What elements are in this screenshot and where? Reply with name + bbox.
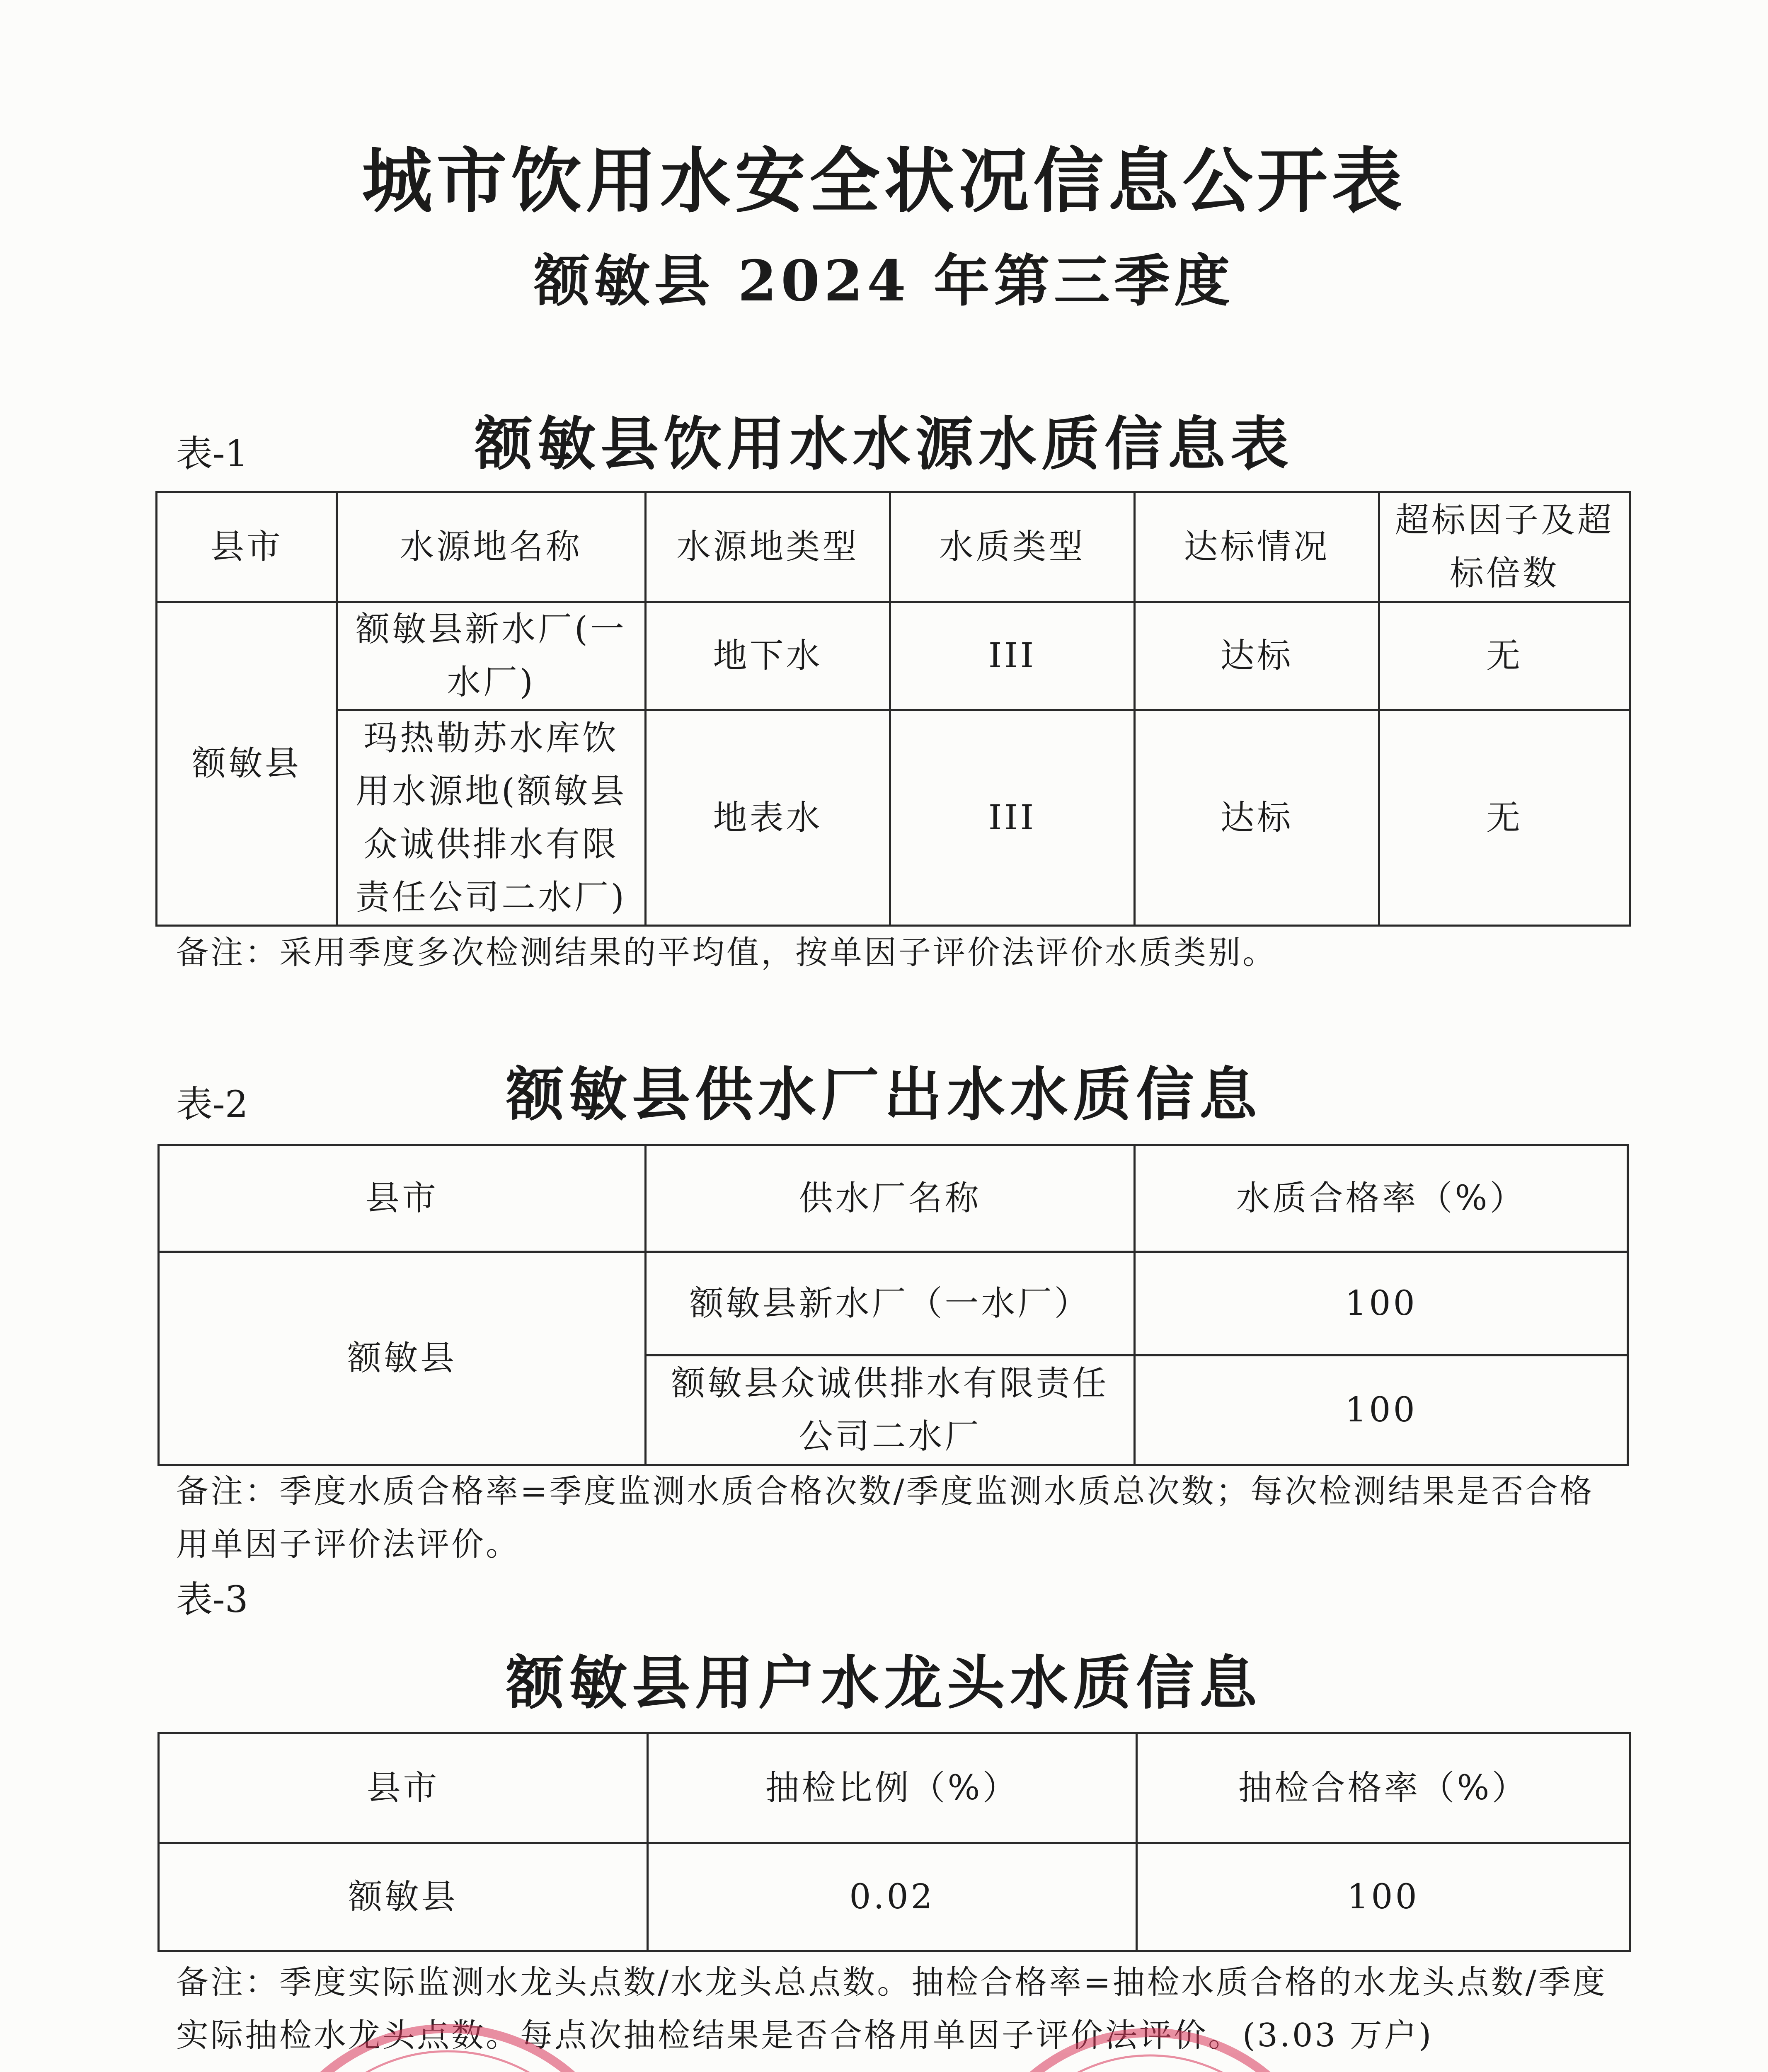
header-cell: 县市 xyxy=(159,1733,648,1843)
exceed-cell: 无 xyxy=(1379,710,1630,926)
table2-note: 备注：季度水质合格率=季度监测水质合格次数/季度监测水质总次数；每次检测结果是否合格用单因子评价法评价。 xyxy=(176,1473,1594,1563)
page-title: 城市饮用水安全状况信息公开表 xyxy=(361,140,1406,223)
header-cell: 超标因子及超标倍数 xyxy=(1379,492,1630,602)
table3-title: 额敏县用户水龙头水质信息 xyxy=(506,1649,1262,1717)
quality-cell: III xyxy=(890,710,1135,926)
table-row xyxy=(159,1843,1630,1951)
rate-cell: 100 xyxy=(1137,1843,1630,1951)
table2-label: 表-2 xyxy=(176,1083,248,1126)
table3 xyxy=(157,1732,1631,1952)
table3-label: 表-3 xyxy=(176,1578,248,1621)
header-cell: 供水厂名称 xyxy=(646,1145,1135,1252)
rate-cell: 100 xyxy=(1135,1252,1628,1356)
header-cell: 水质类型 xyxy=(890,492,1135,602)
rate-cell: 100 xyxy=(1135,1356,1628,1465)
header-cell: 水源地名称 xyxy=(337,492,646,602)
source-name-cell: 玛热勒苏水库饮用水源地(额敏县众诚供排水有限责任公司二水厂) xyxy=(337,710,646,926)
header-cell: 县市 xyxy=(159,1145,646,1252)
plant-name-cell: 额敏县众诚供排水有限责任公司二水厂 xyxy=(646,1356,1135,1465)
table1 xyxy=(155,491,1631,927)
county-cell: 额敏县 xyxy=(159,1252,646,1465)
source-type-cell: 地表水 xyxy=(646,710,890,926)
source-type-cell: 地下水 xyxy=(646,602,890,710)
table-header-row xyxy=(159,1145,1628,1252)
table2 xyxy=(157,1144,1629,1466)
table-header-row xyxy=(157,492,1630,602)
status-cell: 达标 xyxy=(1135,602,1379,710)
source-name-cell: 额敏县新水厂(一水厂) xyxy=(337,602,646,710)
table3-note: 备注：季度实际监测水龙头点数/水龙头总点数。抽检合格率=抽检水质合格的水龙头点数/季度实际抽检水龙头点数。每点次抽检结果是否合格用单因子评价法评价。(3.03 万户) xyxy=(176,1964,1607,2054)
page-subtitle: 额敏县 2024 年第三季度 xyxy=(534,248,1234,314)
company-seal-icon xyxy=(245,2014,651,2072)
table1-label: 表-1 xyxy=(176,432,248,475)
table1-note: 备注：采用季度多次检测结果的平均值，按单因子评价法评价水质类别。 xyxy=(176,934,1277,971)
header-cell: 抽检合格率（%） xyxy=(1137,1733,1630,1843)
ratio-cell: 0.02 xyxy=(648,1843,1137,1951)
header-cell: 水源地类型 xyxy=(646,492,890,602)
status-cell: 达标 xyxy=(1135,710,1379,926)
header-cell: 县市 xyxy=(157,492,337,602)
table1-title: 额敏县饮用水水源水质信息表 xyxy=(474,410,1293,478)
table-row xyxy=(157,710,1630,926)
quality-cell: III xyxy=(890,602,1135,710)
header-cell: 水质合格率（%） xyxy=(1135,1145,1628,1252)
bureau-seal-icon xyxy=(953,2018,1347,2072)
table-header-row xyxy=(159,1733,1630,1843)
exceed-cell: 无 xyxy=(1379,602,1630,710)
header-cell: 达标情况 xyxy=(1135,492,1379,602)
header-cell: 抽检比例（%） xyxy=(648,1733,1137,1843)
plant-name-cell: 额敏县新水厂（一水厂） xyxy=(646,1252,1135,1356)
county-cell: 额敏县 xyxy=(157,602,337,926)
table2-title: 额敏县供水厂出水水质信息 xyxy=(506,1061,1262,1129)
table-row xyxy=(159,1252,1628,1356)
county-cell: 额敏县 xyxy=(159,1843,648,1951)
table-row xyxy=(157,602,1630,710)
